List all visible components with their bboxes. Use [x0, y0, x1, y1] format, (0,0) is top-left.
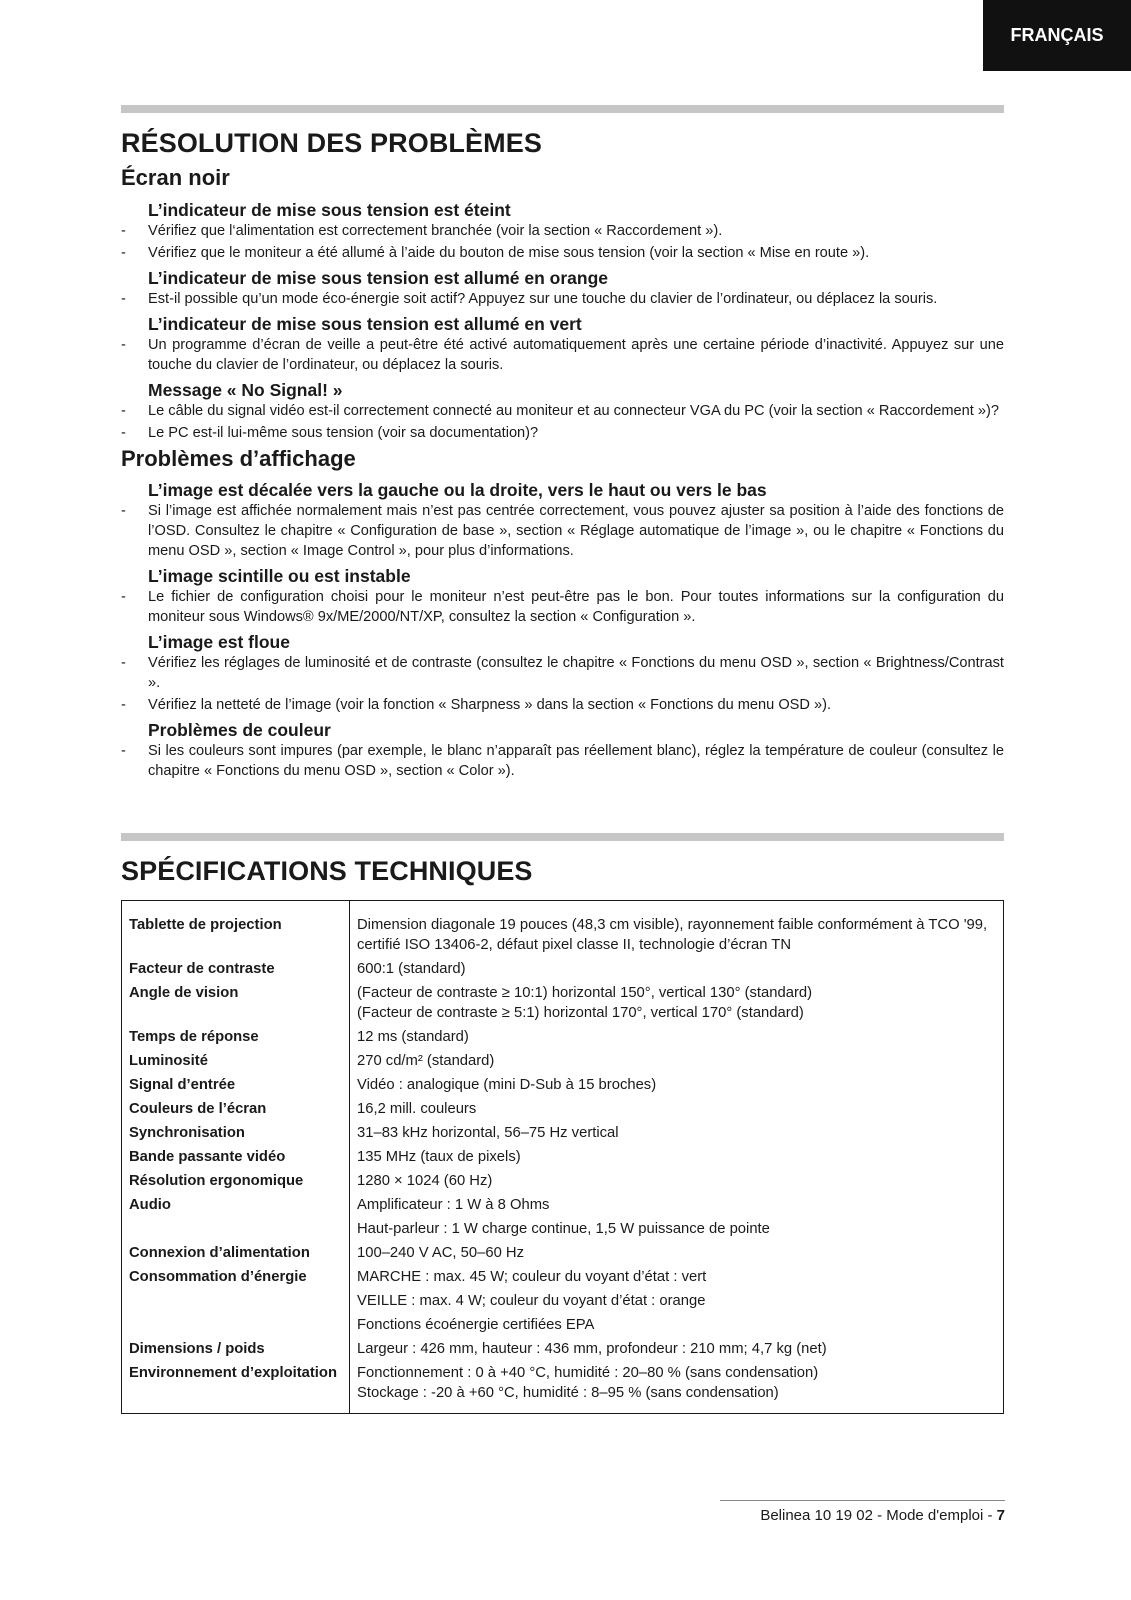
page-number: 7 [996, 1507, 1005, 1524]
spec-row [122, 1147, 1004, 1171]
solution-list [121, 653, 1004, 715]
spec-label: Facteur de contraste [122, 959, 350, 983]
section-divider [121, 105, 1004, 113]
page-content [121, 105, 1004, 1414]
spec-row [122, 1027, 1004, 1051]
spec-value-line: MARCHE : max. 45 W; couleur du voyant d’état : vert [357, 1268, 707, 1285]
spec-value-line: Fonctions écoénergie certifiées EPA [357, 1316, 595, 1333]
spec-value [350, 1123, 1004, 1147]
spec-value [350, 1363, 1004, 1414]
spec-value [350, 1195, 1004, 1243]
solution-item: - Vérifiez les réglages de luminosité et de contraste (consultez le chapitre « Fonctions du menu OSD », section « Brightness/Contrast ». [121, 653, 1004, 693]
solution-item: - Un programme d’écran de veille a peut-être été activé automatiquement après une certaine période d’inactivité. Appuyez sur une touche du clavier de l’ordinateur, ou déplacez la souris. [121, 335, 1004, 375]
problem-heading: L’image est floue [148, 632, 290, 653]
solution-list [121, 587, 1004, 627]
spec-label: Audio [122, 1195, 350, 1243]
spec-value-line: (Facteur de contraste ≥ 5:1) horizontal 170°, vertical 170° (standard) [357, 1004, 804, 1021]
problem-category-heading: Écran noir [121, 165, 230, 191]
spec-value-line: 100–240 V AC, 50–60 Hz [357, 1244, 524, 1261]
solution-item: - Si les couleurs sont impures (par exemple, le blanc n’apparaît pas réellement blanc), réglez la température de couleur (consultez le chapitre « Fonctions du menu OSD », section « Color »). [121, 741, 1004, 781]
spec-label: Tablette de projection [122, 900, 350, 959]
solution-item: - Si l’image est affichée normalement mais n’est pas centrée correctement, vous pouvez ajuster sa position à l’aide des fonctions de l’OSD. Consultez le chapitre « Configuration de base », section « Réglage automatique de l’image », ou le chapitre « Fonctions du menu OSD », section « Image Control », pour plus d’informations. [121, 501, 1004, 561]
spec-value-line: 31–83 kHz horizontal, 56–75 Hz vertical [357, 1124, 619, 1141]
solution-list [121, 221, 1004, 263]
troubleshooting-groups [121, 165, 1004, 781]
spec-label: Angle de vision [122, 983, 350, 1027]
spec-label: Environnement d’exploitation [122, 1363, 350, 1414]
spec-value-line: Vidéo : analogique (mini D-Sub à 15 broches) [357, 1076, 657, 1093]
spec-row [122, 959, 1004, 983]
spec-row [122, 900, 1004, 959]
spec-row [122, 983, 1004, 1027]
problem-heading: L’indicateur de mise sous tension est allumé en vert [148, 313, 582, 334]
solution-list [121, 289, 1004, 309]
spec-value-line: 16,2 mill. couleurs [357, 1100, 477, 1117]
spec-label: Connexion d’alimentation [122, 1243, 350, 1267]
specifications-table [121, 900, 1004, 1414]
spec-label: Bande passante vidéo [122, 1147, 350, 1171]
spec-value [350, 1147, 1004, 1171]
spec-label: Luminosité [122, 1051, 350, 1075]
solution-item: - Vérifiez que l‘alimentation est correctement branchée (voir la section « Raccordement »). [121, 221, 1004, 241]
solution-item: - Vérifiez que le moniteur a été allumé à l’aide du bouton de mise sous tension (voir la section « Mise en route »). [121, 243, 1004, 263]
spec-label: Synchronisation [122, 1123, 350, 1147]
specifications-title: SPÉCIFICATIONS TECHNIQUES [121, 856, 533, 887]
spec-row [122, 1075, 1004, 1099]
spec-value-line: 135 MHz (taux de pixels) [357, 1148, 521, 1165]
problem-category-heading: Problèmes d’affichage [121, 445, 356, 471]
spec-label: Couleurs de l’écran [122, 1099, 350, 1123]
solution-list [121, 335, 1004, 375]
solution-item: - Vérifiez la netteté de l’image (voir la fonction « Sharpness » dans la section « Fonctions du menu OSD »). [121, 695, 1004, 715]
solution-item: - Le PC est-il lui-même sous tension (voir sa documentation)? [121, 423, 1004, 443]
spec-label: Consommation d’énergie [122, 1267, 350, 1339]
spec-row [122, 1171, 1004, 1195]
section-divider [121, 833, 1004, 841]
spec-value [350, 1099, 1004, 1123]
language-tab: FRANÇAIS [983, 0, 1131, 71]
solution-list [121, 401, 1004, 443]
page-footer [720, 1500, 1005, 1524]
spec-value-line: (Facteur de contraste ≥ 10:1) horizontal 150°, vertical 130° (standard) [357, 984, 813, 1001]
spec-value-line: VEILLE : max. 4 W; couleur du voyant d’état : orange [357, 1292, 706, 1309]
problem-heading: L’indicateur de mise sous tension est éteint [148, 199, 511, 220]
problem-heading: L’indicateur de mise sous tension est allumé en orange [148, 267, 608, 288]
spec-value-line: 12 ms (standard) [357, 1028, 469, 1045]
spec-row [122, 1363, 1004, 1414]
spec-value-line: 270 cd/m² (standard) [357, 1052, 495, 1069]
footer-text: Belinea 10 19 02 - Mode d'emploi - [760, 1507, 997, 1524]
spec-value [350, 1339, 1004, 1363]
spec-row [122, 1267, 1004, 1339]
spec-value [350, 1171, 1004, 1195]
solution-item: - Est-il possible qu’un mode éco-énergie soit actif? Appuyez sur une touche du clavier de l’ordinateur, ou déplacez la souris. [121, 289, 1004, 309]
spec-value [350, 1075, 1004, 1099]
spec-value-line: Largeur : 426 mm, hauteur : 436 mm, profondeur : 210 mm; 4,7 kg (net) [357, 1340, 827, 1357]
spec-row [122, 1243, 1004, 1267]
spec-value-line: Haut-parleur : 1 W charge continue, 1,5 W puissance de pointe [357, 1220, 770, 1237]
problem-heading: Message « No Signal! » [148, 379, 343, 400]
spec-label: Résolution ergonomique [122, 1171, 350, 1195]
spec-value-line: 600:1 (standard) [357, 960, 466, 977]
spec-value-line: Fonctionnement : 0 à +40 °C, humidité : 20–80 % (sans condensation) [357, 1364, 819, 1381]
spec-value-line: Amplificateur : 1 W à 8 Ohms [357, 1196, 550, 1213]
spec-row [122, 1195, 1004, 1243]
spec-value [350, 900, 1004, 959]
spec-value-line: 1280 × 1024 (60 Hz) [357, 1172, 493, 1189]
spec-value [350, 1051, 1004, 1075]
spec-value [350, 1243, 1004, 1267]
problem-heading: L’image scintille ou est instable [148, 566, 411, 587]
spec-value [350, 1267, 1004, 1339]
spec-row [122, 1123, 1004, 1147]
spec-value-line: Stockage : -20 à +60 °C, humidité : 8–95 % (sans condensation) [357, 1384, 779, 1401]
spec-label: Dimensions / poids [122, 1339, 350, 1363]
spec-value [350, 1027, 1004, 1051]
spec-row [122, 1051, 1004, 1075]
solution-item: - Le fichier de configuration choisi pour le moniteur n’est peut-être pas le bon. Pour toutes informations sur la configuration du moniteur sous Windows® 9x/ME/2000/NT/XP, consultez la section « Configuration ». [121, 587, 1004, 627]
problem-heading: L’image est décalée vers la gauche ou la droite, vers le haut ou vers le bas [148, 480, 767, 501]
spec-label: Signal d’entrée [122, 1075, 350, 1099]
spec-value [350, 983, 1004, 1027]
solution-item: - Le câble du signal vidéo est-il correctement connecté au moniteur et au connecteur VGA du PC (voir la section « Raccordement »)? [121, 401, 1004, 421]
spec-row [122, 1339, 1004, 1363]
solution-list [121, 741, 1004, 781]
problem-heading: Problèmes de couleur [148, 720, 331, 741]
spec-row [122, 1099, 1004, 1123]
spec-label: Temps de réponse [122, 1027, 350, 1051]
solution-list [121, 501, 1004, 561]
troubleshooting-title: RÉSOLUTION DES PROBLÈMES [121, 128, 542, 158]
spec-value [350, 959, 1004, 983]
spec-value-line: Dimension diagonale 19 pouces (48,3 cm visible), rayonnement faible conformément à TCO '99, certifié ISO 13406-2, défaut pixel classe II, technologie d’écran TN [357, 916, 988, 953]
